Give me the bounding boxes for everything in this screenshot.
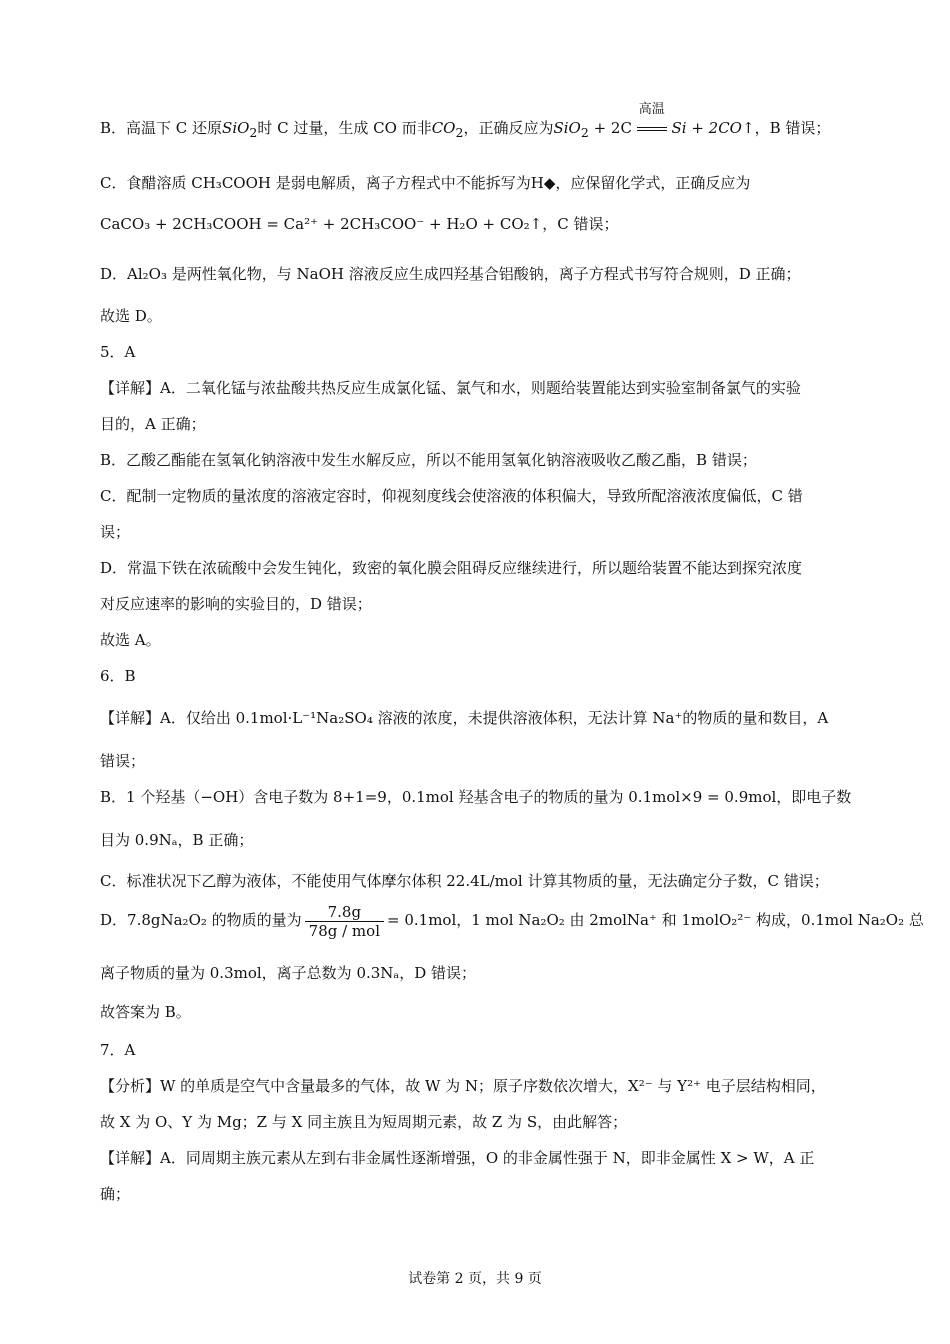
q5-detail-d-1: D．常温下铁在浓硫酸中会发生钝化，致密的氧化膜会阻碍反应继续进行，所以题给装置不能达到探究浓度: [100, 559, 803, 577]
q6-detail-a-2: 错误；: [100, 752, 146, 770]
q6-detail-a-1: 【详解】A．仅给出 0.1mol·L⁻¹Na₂SO₄ 溶液的浓度，未提供溶液体积，无法计算 Na⁺的物质的量和数目，A: [100, 709, 829, 727]
q5-detail-b: B．乙酸乙酯能在氢氧化钠溶液中发生水解反应，所以不能用氢氧化钠溶液吸收乙酸乙酯，B 错误；: [100, 451, 757, 469]
answer-select-a: 故选 A。: [100, 631, 161, 649]
option-b-line: B．高温下 C 还原SiO$_2$时 C 过量，生成 CO 而非$CO_2$，正确反应为SiO$_2$ + 2C 高温 Si + 2CO↑，B 错误；: [100, 117, 860, 144]
formula: Si + 2CO↑: [671, 119, 755, 137]
q7-analysis-1: 【分析】W 的单质是空气中含量最多的气体，故 W 为 N；原子序数依次增大，X²⁻ 与 Y²⁺ 电子层结构相同，: [100, 1077, 826, 1095]
fraction: [305, 903, 384, 940]
text: ，正确反应为: [463, 119, 554, 137]
page-footer: 试卷第 2 页，共 9 页: [408, 1271, 542, 1287]
text: D．7.8gNa₂O₂ 的物质的量为: [100, 911, 302, 929]
q6-detail-b-2: 目为 0.9Nₐ，B 正确；: [100, 831, 254, 849]
q5-detail-c-2: 误；: [100, 523, 131, 541]
option-d-line: D．Al₂O₃ 是两性氧化物，与 NaOH 溶液反应生成四羟基合铝酸钠，离子方程式书写符合规则，D 正确；: [100, 265, 801, 283]
condition-label: 高温: [638, 102, 665, 117]
formula: SiO: [222, 119, 250, 137]
text: ，B 错误；: [754, 119, 831, 137]
q6-detail-d-2: 离子物质的量为 0.3mol，离子总数为 0.3Nₐ，D 错误；: [100, 964, 477, 982]
equal-sign: [637, 127, 667, 131]
question-6-answer: 6．B: [100, 667, 136, 685]
q6-detail-b-1: B．1 个羟基（−OH）含电子数为 8+1=9，0.1mol 羟基含电子的物质的量为 0.1mol×9 = 0.9mol，即电子数: [100, 788, 852, 806]
question-7-answer: 7．A: [100, 1041, 136, 1059]
q5-detail-a-1: 【详解】A．二氧化锰与浓盐酸共热反应生成氯化锰、氯气和水，则题给装置能达到实验室制备氯气的实验: [100, 379, 801, 397]
q5-detail-c-1: C．配制一定物质的量浓度的溶液定容时，仰视刻度线会使溶液的体积偏大，导致所配溶液浓度偏低，C 错: [100, 487, 803, 505]
fraction-denominator: 78g / mol: [308, 921, 380, 940]
q6-detail-c: C．标准状况下乙醇为液体，不能使用气体摩尔体积 22.4L/mol 计算其物质的量，无法确定分子数，C 错误；: [100, 872, 829, 890]
q5-detail-a-2: 目的，A 正确；: [100, 415, 206, 433]
fraction-numerator: 7.8g: [305, 903, 384, 922]
text: B．高温下 C 还原: [100, 119, 223, 137]
text: 时 C 过量，生成 CO 而非: [257, 119, 432, 137]
q6-detail-d-1: [100, 902, 924, 940]
q7-analysis-2: 故 X 为 O、Y 为 Mg；Z 与 X 同主族且为短周期元素，故 Z 为 S，由此解答；: [100, 1113, 628, 1131]
reaction-condition: [637, 102, 667, 139]
q5-detail-d-2: 对反应速率的影响的实验目的，D 错误；: [100, 595, 372, 613]
answer-is-b: 故答案为 B。: [100, 1003, 191, 1021]
q7-detail-a-1: 【详解】A．同周期主族元素从左到右非金属性逐渐增强，O 的非金属性强于 N，即非金属性 X > W，A 正: [100, 1149, 815, 1167]
text: + 2C: [593, 119, 632, 137]
option-c-equation: CaCO₃ + 2CH₃COOH = Ca²⁺ + 2CH₃COO⁻ + H₂O + CO₂↑，C 错误；: [100, 215, 619, 233]
option-c-line-1: C．食醋溶质 CH₃COOH 是弱电解质，离子方程式中不能拆写为H◆，应保留化学式，正确反应为: [100, 174, 751, 192]
text: = 0.1mol，1 mol Na₂O₂ 由 2molNa⁺ 和 1molO₂²⁻ 构成，0.1mol Na₂O₂ 总: [387, 911, 924, 929]
answer-select-d: 故选 D。: [100, 307, 162, 325]
formula: CO: [431, 119, 456, 137]
formula: SiO: [553, 119, 581, 137]
q7-detail-a-2: 确；: [100, 1185, 131, 1203]
question-5-answer: 5．A: [100, 343, 136, 361]
